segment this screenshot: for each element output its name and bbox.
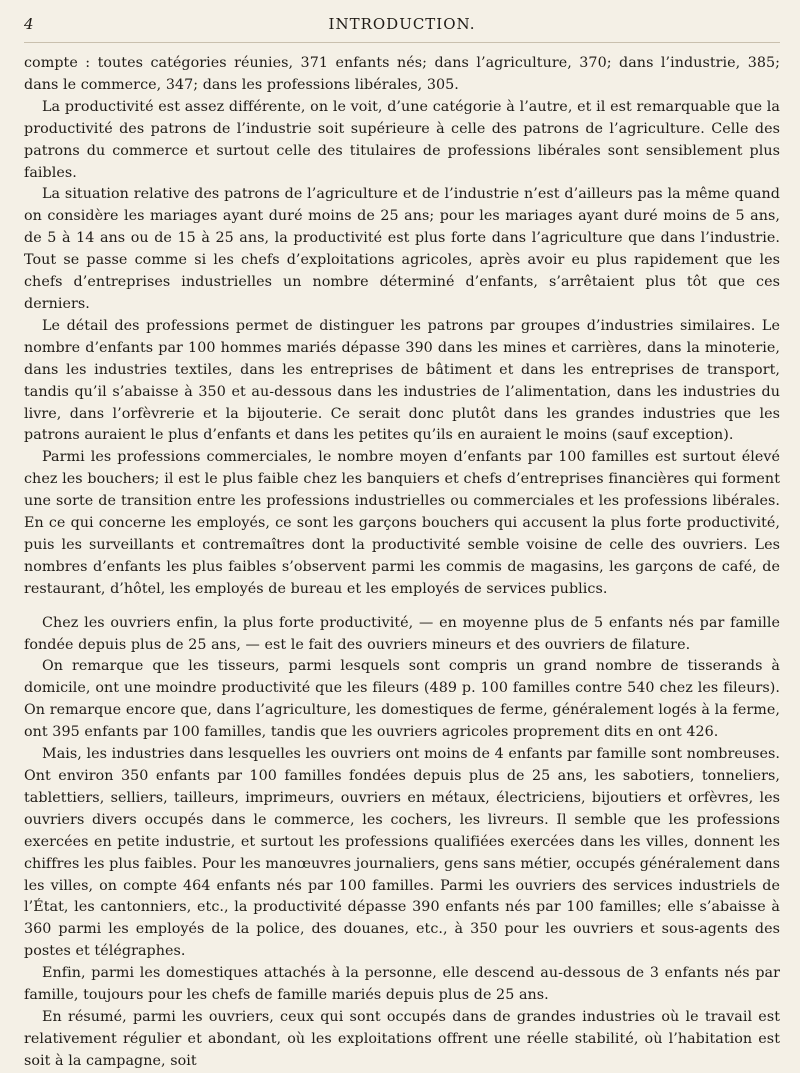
paragraph: En résumé, parmi les ouvriers, ceux qui sont occupés dans de grandes industries où le travail est relativement régulier et abondant, où les exploitations offrent une réelle stabilité, où l’habitation est soit à la campagne, soit xyxy=(24,1008,780,1069)
paragraph: La situation relative des patrons de l’agriculture et de l’industrie n’est d’ailleurs pas la même quand on considère les mariages ayant duré moins de 25 ans; pour les mariages ayant duré moins de 5 ans, de 5 à 14 ans ou de 15 à 25 ans, la productivité est plus forte dans l’agriculture que dans l’industrie. Tout se passe comme si les chefs d’exploitations agricoles, après avoir eu plus rapidement que les chefs d’entreprises industrielles un nombre déterminé d’enfants, s’arrêtaient plus tôt que ces derniers. xyxy=(24,186,780,312)
paragraph: Mais, les industries dans lesquelles les ouvriers ont moins de 4 enfants par famille sont nombreuses. Ont environ 350 enfants par 100 familles fondées depuis plus de 25 ans, les sabotiers, tonneliers, tablettiers, selliers, tailleurs, imprimeurs, ouvriers en métaux, électriciens, bijoutiers et orfèvres, les ouvriers divers occupés dans le commerce, les cochers, les livreurs. Il semble que les professions exercées en petite industrie, et surtout les professions qualifiées exercées dans les villes, donnent les chiffres les plus faibles. Pour les manœuvres journaliers, gens sans métier, occupés généralement dans les villes, on compte 464 enfants nés par 100 familles. Parmi les ouvriers des services industriels de l’État, les cantonniers, etc., la productivité dépasse 390 enfants nés par 100 familles; elle s’abaisse à 360 parmi les employés de la police, des douanes, etc., à 350 pour les ouvriers et sous-agents des postes et télégraphes. xyxy=(24,746,780,960)
paragraph: Chez les ouvriers enfin, la plus forte productivité, — en moyenne plus de 5 enfants nés par famille fondée depuis plus de 25 ans, — est le fait des ouvriers mineurs et des ouvriers de filature. xyxy=(24,614,780,653)
paragraph: La productivité est assez différente, on le voit, d’une catégorie à l’autre, et il est remarquable que la productivité des patrons de l’industrie soit supérieure à celle des patrons de l’agriculture. Celle des patrons du commerce et surtout celle des titulaires de professions libérales sont sensiblement plus faibles. xyxy=(24,98,780,181)
page-number: 4 xyxy=(24,15,34,33)
body-text xyxy=(24,53,780,1073)
paragraph: Parmi les professions commerciales, le nombre moyen d’enfants par 100 familles est surtout élevé chez les bouchers; il est le plus faible chez les banquiers et chefs d’entreprises financières qui forment une sorte de transition entre les professions industrielles ou commerciales et les professions libérales. En ce qui concerne les employés, ce sont les garçons bouchers qui accusent la plus forte productivité, puis les surveillants et contremaîtres dont la productivité semble voisine de celle des ouvriers. Les nombres d’enfants les plus faibles s’observent parmi les commis de magasins, les garçons de café, de restaurant, d’hôtel, les employés de bureau et les employés de services publics. xyxy=(24,449,780,597)
paragraph-continuation: compte : toutes catégories réunies, 371 enfants nés; dans l’agriculture, 370; dans l’industrie, 385; dans le commerce, 347; dans les professions libérales, 305. xyxy=(24,55,780,93)
paragraph: Enfin, parmi les domestiques attachés à la personne, elle descend au-dessous de 3 enfants nés par famille, toujours pour les chefs de famille mariés depuis plus de 25 ans. xyxy=(24,965,780,1004)
running-title: INTRODUCTION. xyxy=(328,15,476,33)
book-page xyxy=(24,12,780,1069)
paragraph: Le détail des professions permet de distinguer les patrons par groupes d’industries similaires. Le nombre d’enfants par 100 hommes mariés dépasse 390 dans les mines et carrières, dans la minoterie, dans les industries textiles, dans les entreprises de bâtiment et dans les entreprises de transport, tandis qu’il s’abaisse à 350 et au-dessous dans les industries de l’alimentation, dans les industries du livre, dans l’orfèvrerie et la bijouterie. Ce serait donc plutôt dans les grandes industries que les patrons auraient le plus d’enfants et dans les petites qu’ils en auraient le moins (sauf exception). xyxy=(24,317,780,444)
running-head xyxy=(24,12,780,43)
paragraph: On remarque que les tisseurs, parmi lesquels sont compris un grand nombre de tisserands à domicile, ont une moindre productivité que les fileurs (489 p. 100 familles contre 540 chez les fileurs). On remarque encore que, dans l’agriculture, les domestiques de ferme, généralement logés à la ferme, ont 395 enfants par 100 familles, tandis que les ouvriers agricoles proprement dits en ont 426. xyxy=(24,658,780,741)
